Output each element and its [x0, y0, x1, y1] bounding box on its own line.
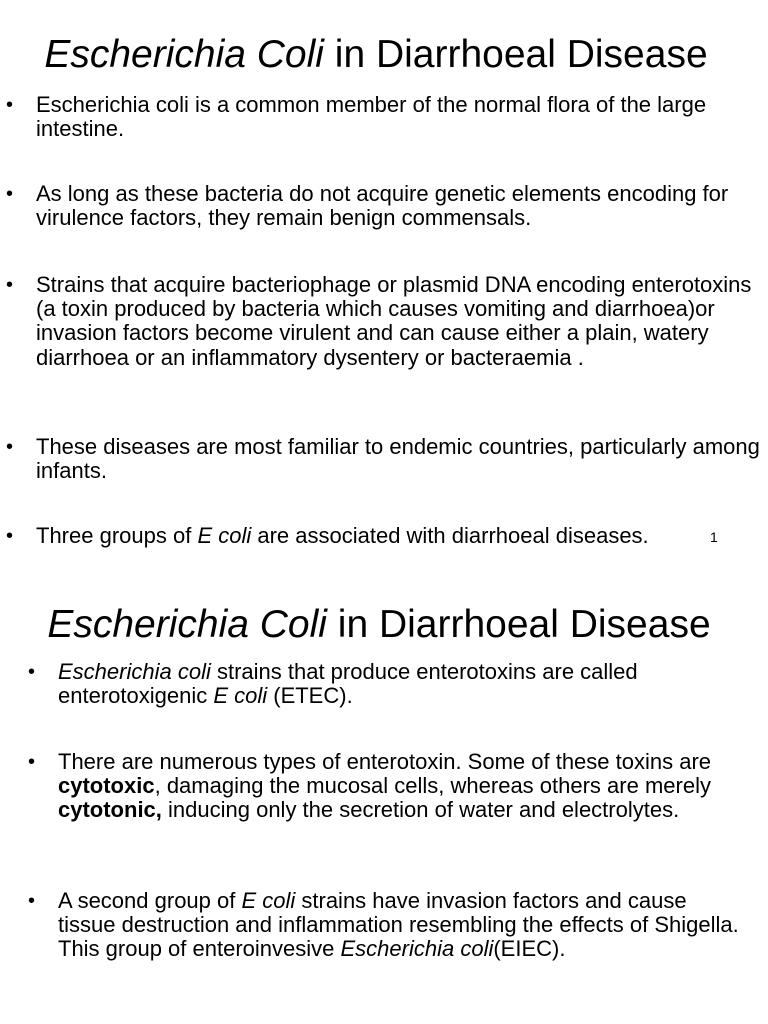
title-rest: in Diarrhoeal Disease — [323, 33, 708, 76]
text-run: , damaging the mucosal cells, whereas others are merely — [154, 773, 711, 799]
text-run: (EIEC). — [493, 936, 566, 962]
bullet-dot: • — [6, 94, 14, 116]
text-run-italic: E coli — [197, 523, 252, 548]
text-run: inducing only the secretion of water and electrolytes. — [161, 797, 680, 823]
slide-2-title — [0, 602, 763, 648]
bullet-dot: • — [6, 436, 14, 458]
title-italic: Escherichia Coli — [44, 33, 324, 76]
bullet-text: Escherichia coli is a common member of the normal flora of the large intestine. — [36, 92, 707, 142]
text-run: (ETEC). — [267, 683, 353, 709]
text-run-italic: E coli — [241, 888, 296, 913]
slide-1-title — [0, 32, 760, 78]
text-run: strains that produce enterotoxins are called enterotoxigenic — [58, 659, 638, 709]
text-run: A second group of — [58, 888, 242, 913]
text-run: There are numerous types of enterotoxin. Some of these toxins are — [58, 749, 712, 774]
text-run-italic: Escherichia coli — [340, 936, 494, 962]
title-italic: Escherichia Coli — [47, 603, 327, 646]
text-run-italic: Escherichia coli — [58, 659, 211, 684]
slide-2 — [0, 580, 768, 1024]
bullet-text — [58, 889, 748, 962]
text-run-italic: E coli — [213, 683, 268, 709]
title-rest: in Diarrhoeal Disease — [326, 603, 711, 646]
bullet-dot: • — [6, 274, 14, 296]
bullet-text — [36, 524, 766, 548]
text-run: strains have invasion factors and cause tissue destruction and inflammation resembling the effects of Shigella. This group of enteroinvesive — [58, 888, 739, 962]
text-run: are associated with diarrhoeal diseases. — [251, 523, 649, 548]
bullet-dot: • — [28, 751, 36, 773]
bullet-text — [58, 660, 748, 708]
bullet-text — [58, 750, 748, 823]
text-run-bold: cytotonic, — [58, 797, 162, 823]
bullet-text: As long as these bacteria do not acquire genetic elements encoding for virulence factors, they remain benign commensals. — [36, 181, 729, 231]
slide-number: 1 — [710, 529, 718, 545]
bullet-text: Strains that acquire bacteriophage or plasmid DNA encoding enterotoxins (a toxin produced by bacteria which causes vomiting and diarrhoea)or invasion factors become virulent and can cause either a plain, watery diarrhoea or an inflammatory dysentery or bacteraemia . — [36, 272, 752, 370]
bullet-dot: • — [28, 661, 36, 683]
bullet-text: These diseases are most familiar to endemic countries, particularly among infants. — [36, 434, 760, 484]
text-run: Three groups of — [36, 523, 198, 548]
text-run-bold: cytotoxic — [58, 773, 155, 799]
bullet-dot: • — [6, 525, 14, 547]
bullet-dot: • — [28, 890, 36, 912]
bullet-dot: • — [6, 183, 14, 205]
